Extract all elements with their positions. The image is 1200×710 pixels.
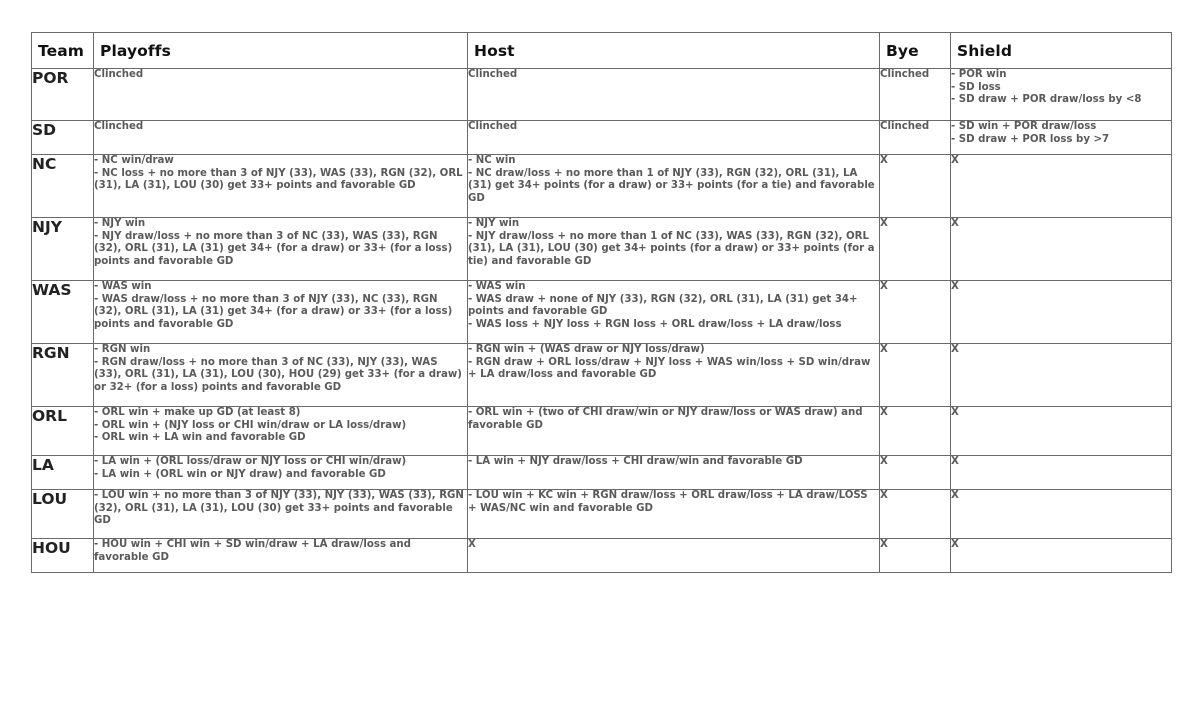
- host-condition: - LOU win + KC win + RGN draw/loss + ORL draw/loss + LA draw/LOSS + WAS/NC win and favorable GD: [468, 490, 868, 514]
- playoffs-condition: - HOU win + CHI win + SD win/draw + LA draw/loss and favorable GD: [94, 539, 411, 563]
- host-condition: - NJY win: [468, 218, 520, 229]
- playoffs-condition: - LA win + (ORL loss/draw or NJY loss or CHI win/draw): [94, 456, 407, 467]
- shield-cell: [951, 218, 1172, 281]
- bye-condition: X: [880, 155, 888, 166]
- bye-cell: [880, 155, 951, 218]
- shield-condition: - SD draw + POR loss by >7: [951, 133, 1110, 145]
- shield-cell: [951, 456, 1172, 490]
- header-playoffs: Playoffs: [94, 33, 468, 69]
- host-condition: Clinched: [468, 69, 518, 80]
- team-cell: POR: [32, 69, 94, 121]
- playoff-scenarios-table: [31, 32, 1172, 573]
- table-row: [32, 69, 1172, 121]
- playoffs-condition: - NJY draw/loss + no more than 3 of NC (33), WAS (33), RGN (32), ORL (31), LA (31) get 34+ (for a draw) or 33+ (for a loss) points and favorable GD: [94, 230, 453, 267]
- team-cell: NC: [32, 155, 94, 218]
- table-row: [32, 218, 1172, 281]
- bye-cell: [880, 344, 951, 407]
- playoffs-condition: - LA win + (ORL win or NJY draw) and favorable GD: [94, 468, 386, 480]
- host-cell: [468, 69, 880, 121]
- playoffs-condition: - ORL win + (NJY loss or CHI win/draw or LA loss/draw): [94, 419, 407, 431]
- table-row: [32, 281, 1172, 344]
- host-condition: - NC draw/loss + no more than 1 of NJY (33), RGN (32), ORL (31), LA (31) get 34+ points (for a draw) or 33+ points (for a tie) and favorable GD: [468, 167, 875, 204]
- team-cell: WAS: [32, 281, 94, 344]
- playoffs-cell: [94, 218, 468, 281]
- table-row: [32, 456, 1172, 490]
- host-condition: - NC win: [468, 155, 516, 166]
- bye-cell: [880, 456, 951, 490]
- host-cell: [468, 539, 880, 573]
- table-row: [32, 121, 1172, 155]
- host-cell: [468, 456, 880, 490]
- team-cell: ORL: [32, 407, 94, 456]
- playoffs-cell: [94, 281, 468, 344]
- host-condition: - WAS win: [468, 281, 526, 292]
- host-condition: - LA win + NJY draw/loss + CHI draw/win and favorable GD: [468, 456, 803, 467]
- playoffs-condition: - NC win/draw: [94, 155, 174, 166]
- shield-cell: [951, 281, 1172, 344]
- bye-cell: [880, 218, 951, 281]
- table-body: [32, 69, 1172, 573]
- team-cell: SD: [32, 121, 94, 155]
- bye-condition: X: [880, 344, 888, 355]
- host-condition: - ORL win + (two of CHI draw/win or NJY draw/loss or WAS draw) and favorable GD: [468, 407, 863, 431]
- bye-condition: Clinched: [880, 121, 930, 132]
- host-condition: X: [468, 539, 476, 550]
- playoffs-condition: - WAS draw/loss + no more than 3 of NJY (33), NC (33), RGN (32), ORL (31), LA (31) get 34+ (for a draw) or 33+ (for a loss) points and favorable GD: [94, 293, 453, 330]
- shield-cell: [951, 407, 1172, 456]
- bye-condition: Clinched: [880, 69, 930, 80]
- team-cell: HOU: [32, 539, 94, 573]
- bye-cell: [880, 407, 951, 456]
- header-row: [32, 33, 1172, 69]
- table-row: [32, 344, 1172, 407]
- playoffs-cell: [94, 69, 468, 121]
- playoffs-condition: - NC loss + no more than 3 of NJY (33), WAS (33), RGN (32), ORL (31), LA (31), LOU (30) get 33+ points and favorable GD: [94, 167, 463, 192]
- host-condition: - WAS draw + none of NJY (33), RGN (32), ORL (31), LA (31) get 34+ points and favorable GD: [468, 293, 858, 318]
- table-row: [32, 539, 1172, 573]
- host-condition: - RGN draw + ORL loss/draw + NJY loss + WAS win/loss + SD win/draw + LA draw/loss and favorable GD: [468, 356, 871, 381]
- playoffs-condition: - RGN draw/loss + no more than 3 of NC (33), NJY (33), WAS (33), ORL (31), LA (31), LOU (30), HOU (29) get 33+ (for a draw) or 32+ (for a loss) points and favorable GD: [94, 356, 462, 393]
- shield-condition: - SD win + POR draw/loss: [951, 121, 1097, 132]
- team-cell: LOU: [32, 490, 94, 539]
- host-cell: [468, 344, 880, 407]
- playoffs-cell: [94, 407, 468, 456]
- bye-condition: X: [880, 490, 888, 501]
- playoffs-condition: Clinched: [94, 69, 144, 80]
- shield-condition: X: [951, 281, 959, 292]
- team-cell: RGN: [32, 344, 94, 407]
- host-cell: [468, 155, 880, 218]
- shield-condition: X: [951, 407, 959, 418]
- header-team: Team: [32, 33, 94, 69]
- playoffs-condition: Clinched: [94, 121, 144, 132]
- playoffs-condition: - WAS win: [94, 281, 152, 292]
- playoffs-cell: [94, 456, 468, 490]
- playoffs-condition: - ORL win + LA win and favorable GD: [94, 432, 306, 444]
- bye-cell: [880, 281, 951, 344]
- host-condition: - WAS loss + NJY loss + RGN loss + ORL draw/loss + LA draw/loss: [468, 318, 842, 330]
- host-cell: [468, 121, 880, 155]
- shield-condition: X: [951, 218, 959, 229]
- bye-condition: X: [880, 407, 888, 418]
- table-row: [32, 407, 1172, 456]
- playoffs-condition: - NJY win: [94, 218, 146, 229]
- shield-cell: [951, 69, 1172, 121]
- shield-condition: X: [951, 539, 959, 550]
- bye-cell: [880, 121, 951, 155]
- host-cell: [468, 407, 880, 456]
- team-cell: NJY: [32, 218, 94, 281]
- shield-condition: X: [951, 456, 959, 467]
- header-bye: Bye: [880, 33, 951, 69]
- shield-condition: X: [951, 490, 959, 501]
- bye-cell: [880, 539, 951, 573]
- bye-cell: [880, 69, 951, 121]
- host-condition: - NJY draw/loss + no more than 1 of NC (33), WAS (33), RGN (32), ORL (31), LA (31), LOU (30) get 34+ points (for a draw) or 33+ points (for a tie) and favorable GD: [468, 230, 875, 267]
- shield-condition: X: [951, 344, 959, 355]
- header-host: Host: [468, 33, 880, 69]
- playoffs-condition: - ORL win + make up GD (at least 8): [94, 407, 301, 418]
- playoffs-cell: [94, 490, 468, 539]
- bye-condition: X: [880, 539, 888, 550]
- host-cell: [468, 218, 880, 281]
- table-row: [32, 155, 1172, 218]
- table-header: [32, 33, 1172, 69]
- shield-condition: - SD draw + POR draw/loss by <8: [951, 94, 1142, 106]
- playoffs-condition: - RGN win: [94, 344, 151, 355]
- shield-cell: [951, 539, 1172, 573]
- host-cell: [468, 281, 880, 344]
- team-cell: LA: [32, 456, 94, 490]
- table-row: [32, 490, 1172, 539]
- playoffs-condition: - LOU win + no more than 3 of NJY (33), NJY (33), WAS (33), RGN (32), ORL (31), LA (31), LOU (30) get 33+ points and favorable GD: [94, 490, 464, 527]
- shield-cell: [951, 344, 1172, 407]
- playoffs-cell: [94, 155, 468, 218]
- host-condition: Clinched: [468, 121, 518, 132]
- shield-condition: - POR win: [951, 69, 1007, 80]
- shield-condition: X: [951, 155, 959, 166]
- bye-condition: X: [880, 456, 888, 467]
- bye-cell: [880, 490, 951, 539]
- shield-cell: [951, 121, 1172, 155]
- header-shield: Shield: [951, 33, 1172, 69]
- bye-condition: X: [880, 218, 888, 229]
- playoffs-cell: [94, 539, 468, 573]
- host-condition: - RGN win + (WAS draw or NJY loss/draw): [468, 344, 705, 355]
- bye-condition: X: [880, 281, 888, 292]
- playoffs-cell: [94, 121, 468, 155]
- host-cell: [468, 490, 880, 539]
- shield-cell: [951, 155, 1172, 218]
- shield-cell: [951, 490, 1172, 539]
- playoffs-cell: [94, 344, 468, 407]
- shield-condition: - SD loss: [951, 81, 1001, 93]
